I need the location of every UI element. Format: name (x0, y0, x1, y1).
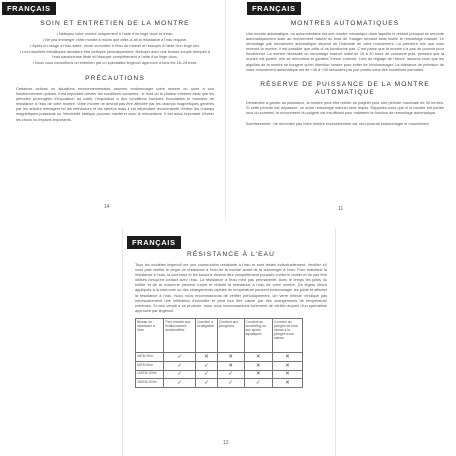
precautions-body: Certaines actions ou situations environnementales peuvent endommager votre montre ou nuire à son fonctionnement optimal. Il est important d'éviter les conditions suivantes : le froid ou la chaleur extrême ainsi que les périodes prolongées d'exposition au soleil, l'exposition à des conditions humides invoulables le bannière de résistance à l'eau de votre montre. Votre montre ne devrait pas être affectée par les champs magnétiques générés par les articles ménagers tel les téléviseurs et les stéréos mais il est cependant recommandé d'éviter les champs magnétiques puissants ou l'électricité statique pouvant interférer avec le mécanisme. Il est aussi important d'éviter les chocs ou impacts importants. (16, 87, 214, 122)
table-cell-level: 3ATM 30m (136, 352, 164, 361)
table-cell-mark: ✓ (164, 361, 196, 370)
table-cell-level: 10ATM 100m (136, 370, 164, 379)
table-cell-mark: ✕ (244, 361, 272, 370)
table-header: Peut résister aux éclaboussures accidentelles (164, 318, 196, 352)
table-cell-mark: ✓ (196, 361, 218, 370)
table-header: Convient à la baignade (196, 318, 218, 352)
power-reserve-body: Demandée à garder sa puissance, la montre peut être retirée du poignet pour une période maximale de 30 heures. Si cette période est dépassée, un autre remontage manuel sera requis. Rappelez-vous que si la montre est portée tous du sommeil, le mouvement du poignet est insuffisant pour maintenir le fonction de remontage automatique. (246, 100, 444, 115)
language-tab: FRANÇAIS (247, 2, 301, 15)
automatic-title: MONTRES AUTOMATIQUES (290, 20, 400, 27)
language-tab: FRANÇAIS (127, 236, 181, 249)
page-right (230, 0, 456, 220)
table-header: Niveau de résistance à l'eau (136, 318, 164, 352)
table-cell-mark: ✓ (164, 370, 196, 379)
table-row (136, 370, 303, 379)
table-header: Convient aux plongeons (217, 318, 244, 352)
table-cell-mark: ✓ (164, 379, 196, 388)
water-resistance-body: Tous les modèles lingenoll ont une construction résistante à l'eau et sont testés individuellement. Veuillez s'il vous plait vérifier le degré de résistance à l'eau de la montre avant de la submerger à l'eau. Pour maintenir la résistance à l'eau, la couronne et les boutons doivent être complètement poussés contre le boîtier et ne pas être utilisés lorsqu'en contact avec l'eau. La résistance à l'eau n'est pas permanente. Avec le temps les joints du boîtier et de la couronne peuvent s'user et réduire la résistance à l'eau de votre montre. De légers chocs appliqués à la couronne ou des changements rapides de température peuvent endommager les joints et affecter la résistance à l'eau. Nous vous recommandons de vérifier périodiquement. Un verre embué n'indique pas nécessairement une infiltration d'humidité et peut tout être causé par des changements de température extrêmes. Si ceci venait à se produire, nous vous recommandons fortement de vérifier auprès d'un spécialiste approuvé par lingenoll. (135, 263, 327, 313)
table-header: Convient au snorkelling ou aux sports aquatiques (244, 318, 272, 352)
table-cell-mark: ✕ (244, 370, 272, 379)
page-number: 14 (104, 204, 110, 210)
table-cell-mark: ✕ (244, 352, 272, 361)
table-cell-level: 20ATM 200m (136, 379, 164, 388)
page-number: 13 (223, 440, 229, 446)
water-resistance-title: RÉSISTANCE À L'EAU (187, 251, 275, 258)
page-right-content (246, 20, 444, 127)
care-bullet: • Ne pas immerger votre montre à moins que celle-ci ait la résistance à l'eau requise. (42, 38, 188, 42)
table-header: Convient au plongée de haut niveau à la plongée sous-marine (272, 318, 302, 352)
table-cell-mark: ✓ (217, 370, 244, 379)
table-header-row (136, 318, 303, 352)
page-bottom-content (135, 251, 327, 388)
table-row (136, 379, 303, 388)
page-left-content (16, 20, 214, 123)
table-cell-mark: ✕ (272, 352, 302, 361)
care-bullet: • Après un usage à l'eau salée, rincer la montre à l'eau du robinet et l'essuyer à l'aide d'un linge sec. (30, 44, 200, 48)
precautions-title: PRÉCAUTIONS (85, 75, 145, 82)
table-cell-mark: ✕ (217, 361, 244, 370)
table-cell-mark: ✓ (164, 352, 196, 361)
table-cell-mark: ✕ (217, 352, 244, 361)
table-cell-mark: ✕ (196, 352, 218, 361)
page-left (0, 0, 226, 220)
table-cell-mark: ✕ (272, 379, 302, 388)
care-bullet: • Les bracelets métalliques devraient être nettoyés périodiquement. Nettoyer avec une brosse souple trempée à l'eau savonneuse tiède et l'essuyer complètement à l'aide d'un linge doux. (19, 50, 211, 59)
page-bottom (122, 228, 336, 456)
table-cell-mark: ✓ (244, 379, 272, 388)
care-bullet: • Nettoyez votre montre uniquement à l'aide d'un linge doux et d'eau. (56, 32, 174, 36)
table-cell-mark: ✓ (196, 379, 218, 388)
care-bullet: • Nous vous conseillons un entretien par un spécialiste lingenoll approuvé à tous les 18–24 mois. (32, 61, 198, 65)
language-tab: FRANÇAIS (2, 2, 56, 15)
table-row (136, 352, 303, 361)
table-cell-mark: ✓ (196, 370, 218, 379)
table-cell-mark: ✓ (217, 379, 244, 388)
page-number: 11 (338, 206, 344, 212)
automatic-body: Une montre automatique, ou automoentarte est une montre mécanique dans laquelle le ressort principal se remonte automatiquement suite au mouvement naturel du bras de l'usager rendant ainsi inutile le remontage manuel. Le remontage par mécanisme automatique dépend de l'intensité de votre mouvement. La première fois que vous recevez la montre, il est possible que celle-ci ne fonctionne pas. C'est parce que la montre n'a pas de pouvoir pour fonctionner. La montre nécessite un remontage manuel initial de 15 à 20 tours de couronne puis, pendant que la montre est portée, elle se remontera et gardera l'heure correcte. Lors du réglage de l'heure, assurez-vous que les aiguilles de la montre se bougent qu'en direction horaire pour éviter de l'endommager. La tolérance de précision de votre mouvement automatique est de +40 à +40 secondes par jour portés sous des conditions normales. (246, 32, 444, 72)
water-resistance-table (135, 318, 303, 388)
power-reserve-title: RÉSERVE DE PUISSANCE DE LA MONTRE AUTOMATIQUE (260, 80, 430, 96)
care-title: SOIN ET ENTRETIEN DE LA MONTRE (40, 20, 190, 27)
power-reserve-warning: Avertissement : ne remontez pas votre montre excessivement car ceci pourrait endommager le mouvement. (246, 122, 430, 127)
table-cell-mark: ✕ (272, 361, 302, 370)
table-cell-level: 5ATM 50m (136, 361, 164, 370)
table-row (136, 361, 303, 370)
table-cell-mark: ✕ (272, 370, 302, 379)
